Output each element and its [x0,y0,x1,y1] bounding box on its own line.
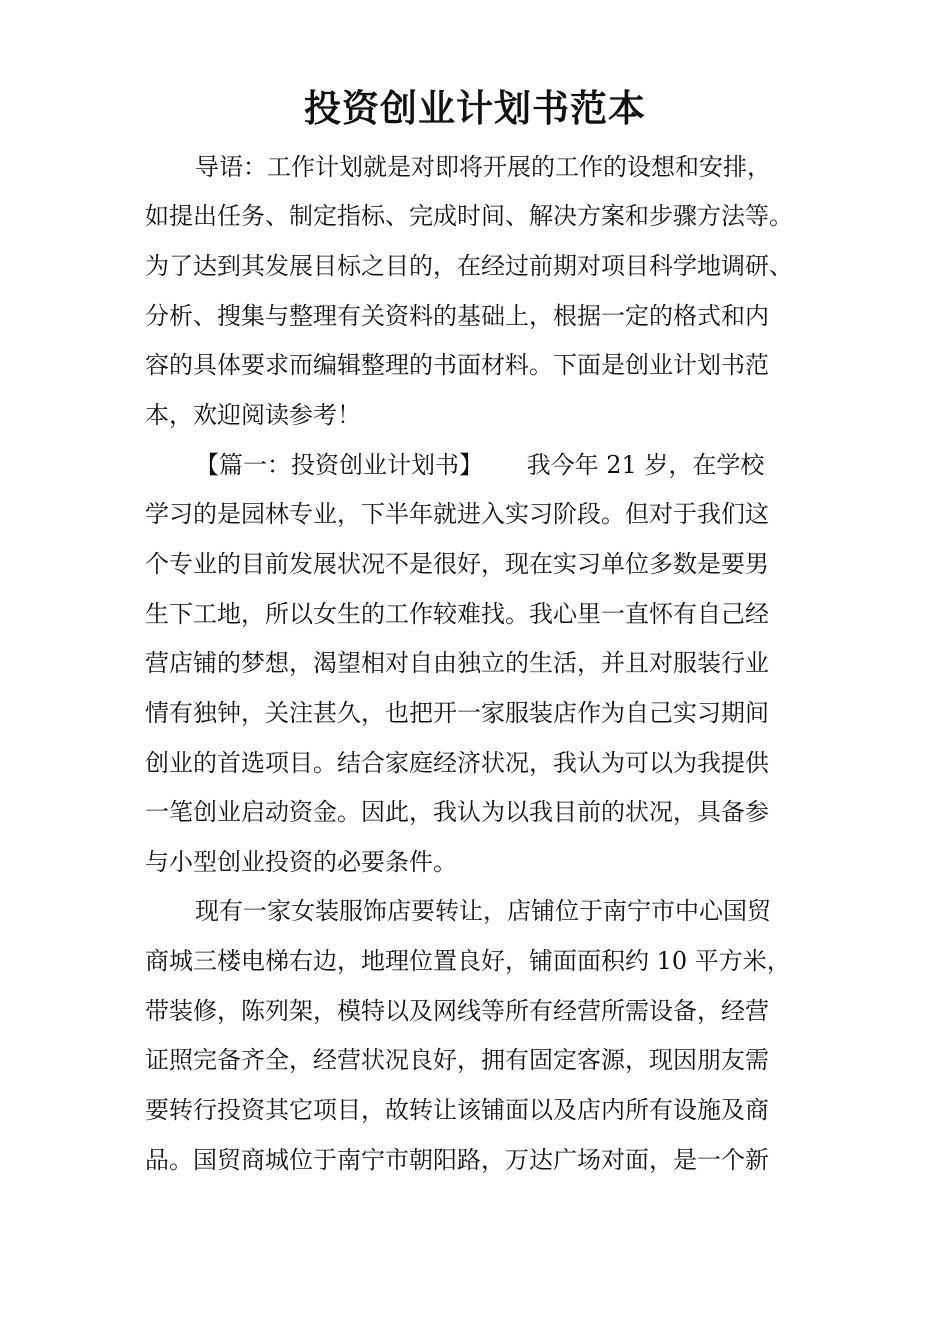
section-heading-line: 【篇一：投资创业计划书】 我今年 21 岁，在学校 [195,451,765,479]
paragraph-line: 情有独钟，关注甚久，也把开一家服装店作为自己实习期间 [145,699,769,727]
paragraph-line: 容的具体要求而编辑整理的书面材料。下面是创业计划书范 [145,351,769,379]
paragraph-line: 学习的是园林专业，下半年就进入实习阶段。但对于我们这 [145,500,769,528]
paragraph-line: 个专业的目前发展状况不是很好，现在实习单位多数是要男 [145,550,769,578]
paragraph-line: 生下工地，所以女生的工作较难找。我心里一直怀有自己经 [145,600,769,628]
document-title: 投资创业计划书范本 [304,86,646,130]
paragraph-line: 一笔创业启动资金。因此，我认为以我目前的状况，具备参 [145,798,769,826]
paragraph-line: 营店铺的梦想，渴望相对自由独立的生活，并且对服装行业 [145,649,769,677]
paragraph-line: 带装修，陈列架，模特以及网线等所有经营所需设备，经营 [145,997,769,1025]
paragraph-line: 为了达到其发展目标之目的，在经过前期对项目科学地调研、 [145,252,793,280]
paragraph-line: 分析、搜集与整理有关资料的基础上，根据一定的格式和内 [145,302,769,330]
paragraph-line: 品。国贸商城位于南宁市朝阳路，万达广场对面，是一个新 [145,1146,769,1174]
paragraph-line: 如提出任务、制定指标、完成时间、解决方案和步骤方法等。 [145,202,793,230]
paragraph-line: 导语：工作计划就是对即将开展的工作的设想和安排， [195,153,771,181]
paragraph-line: 要转行投资其它项目，故转让该铺面以及店内所有设施及商 [145,1096,769,1124]
paragraph-line: 创业的首选项目。结合家庭经济状况，我认为可以为我提供 [145,749,769,777]
paragraph-line: 现有一家女装服饰店要转让，店铺位于南宁市中心国贸 [195,897,771,925]
paragraph-line: 商城三楼电梯右边，地理位置良好，铺面面积约 10 平方米， [145,947,791,975]
paragraph-line: 与小型创业投资的必要条件。 [145,848,457,876]
paragraph-line: 证照完备齐全，经营状况良好，拥有固定客源，现因朋友需 [145,1046,769,1074]
paragraph-line: 本，欢迎阅读参考！ [145,401,361,429]
